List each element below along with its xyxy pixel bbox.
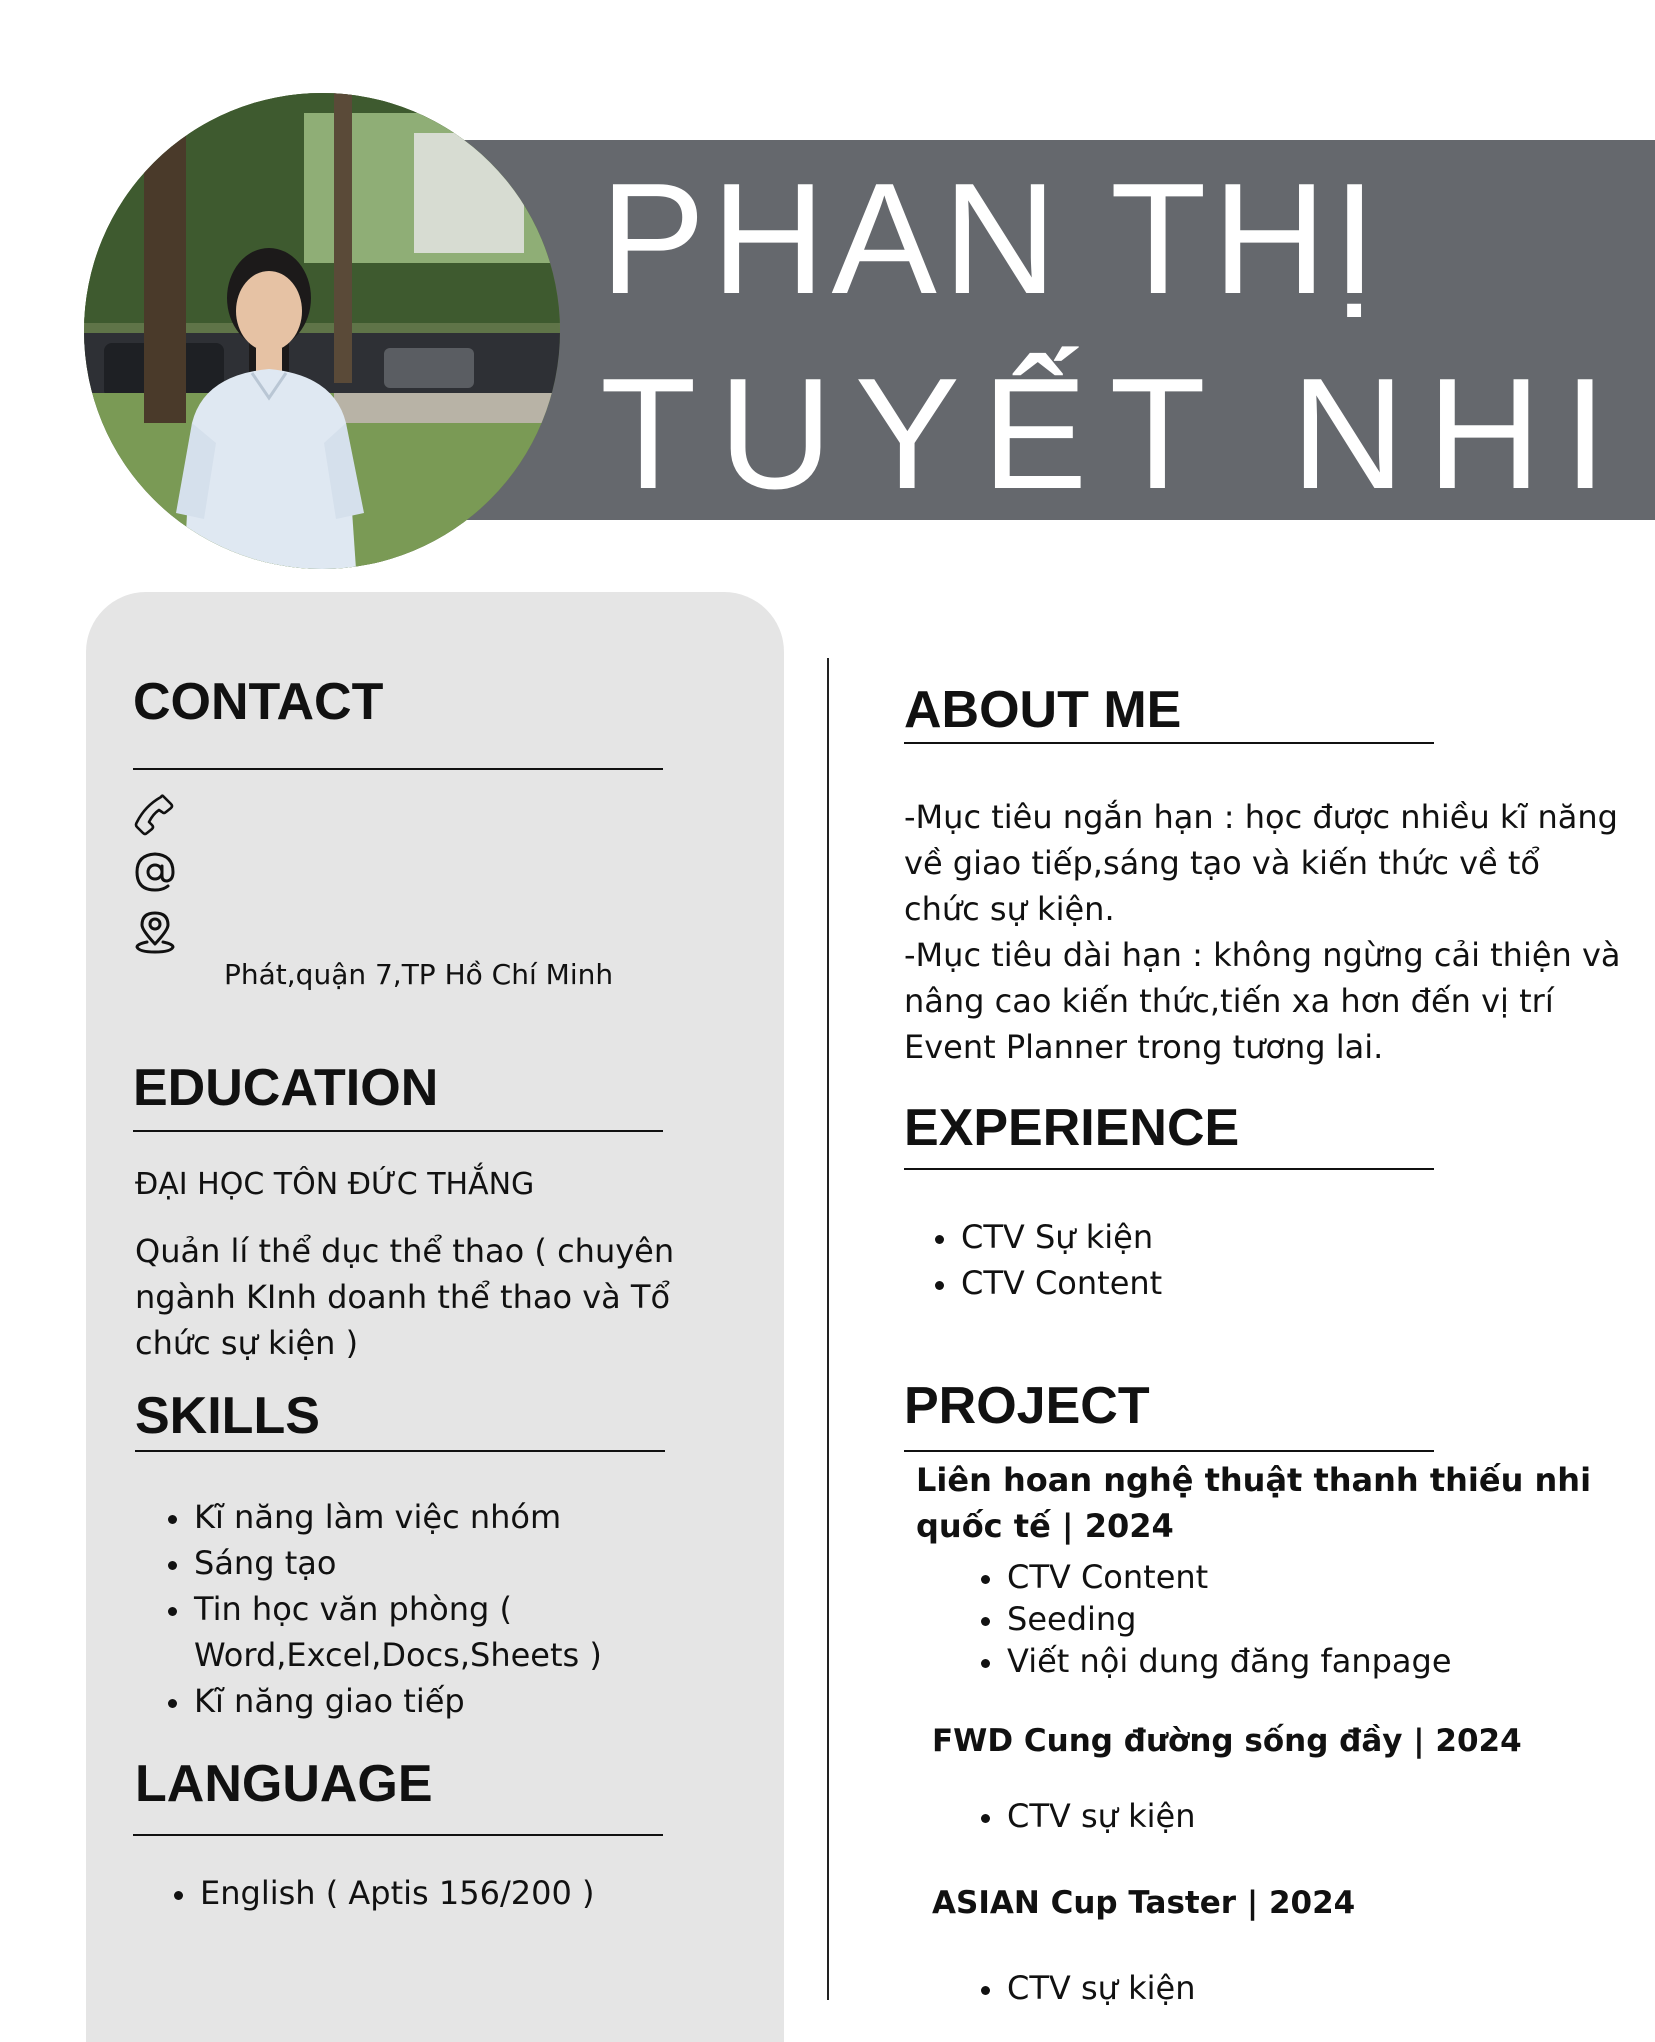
project-role-item: • CTV Content xyxy=(1005,1556,1625,1598)
contact-heading: CONTACT xyxy=(133,673,384,731)
skill-item: • Tin học văn phòng ( Word,Excel,Docs,Sheets ) xyxy=(192,1586,752,1678)
profile-photo-illustration xyxy=(84,93,560,569)
project-roles-list xyxy=(950,1793,1625,1839)
project-heading: PROJECT xyxy=(904,1377,1150,1435)
skill-item: • Sáng tạo xyxy=(192,1540,752,1586)
skill-item: • Kĩ năng giao tiếp xyxy=(192,1678,752,1724)
project-roles-list xyxy=(950,1556,1625,1682)
education-heading: EDUCATION xyxy=(133,1059,439,1117)
at-sign-icon xyxy=(133,850,177,894)
contact-rule xyxy=(133,768,663,770)
about-heading: ABOUT ME xyxy=(904,681,1182,739)
project-role-item: • Seeding xyxy=(1005,1598,1625,1640)
project-title: FWD Cung đường sống đầy | 2024 xyxy=(932,1723,1522,1759)
skills-list xyxy=(137,1494,752,1724)
about-short-term: -Mục tiêu ngắn hạn : học được nhiều kĩ năng về giao tiếp,sáng tạo và kiến thức về tổ chức sự kiện. xyxy=(904,798,1618,928)
education-rule xyxy=(133,1130,663,1132)
about-rule xyxy=(904,742,1434,744)
language-item: • English ( Aptis 156/200 ) xyxy=(198,1870,758,1916)
education-major: Quản lí thể dục thể thao ( chuyên ngành KInh doanh thể thao và Tổ chức sự kiện ) xyxy=(135,1232,675,1362)
project-role-item: • CTV sự kiện xyxy=(1005,1965,1625,2011)
experience-heading: EXPERIENCE xyxy=(904,1099,1240,1157)
skills-rule xyxy=(135,1450,665,1452)
project-title: ASIAN Cup Taster | 2024 xyxy=(932,1885,1356,1921)
column-divider xyxy=(827,658,829,2000)
contact-address-text: Phát,quận 7,TP Hồ Chí Minh xyxy=(224,958,614,991)
language-list xyxy=(143,1870,758,1916)
skill-item: • Kĩ năng làm việc nhóm xyxy=(192,1494,752,1540)
experience-list xyxy=(904,1214,1579,1306)
project-role-item: • Viết nội dung đăng fanpage xyxy=(1005,1640,1625,1682)
experience-rule xyxy=(904,1168,1434,1170)
full-name-line-1: PHAN THỊ xyxy=(600,151,1383,327)
full-name-line-2: TUYẾT NHI xyxy=(600,346,1630,522)
phone-icon xyxy=(133,792,177,836)
location-pin-icon xyxy=(133,910,177,954)
project-title: Liên hoan nghệ thuật thanh thiếu nhi quốc tế | 2024 xyxy=(916,1461,1592,1545)
project-role-item: • CTV sự kiện xyxy=(1005,1793,1625,1839)
project-rule xyxy=(904,1450,1434,1452)
language-heading: LANGUAGE xyxy=(135,1755,433,1813)
skills-heading: SKILLS xyxy=(135,1387,320,1445)
language-rule xyxy=(133,1834,663,1836)
profile-photo xyxy=(84,93,560,569)
experience-item: • CTV Sự kiện xyxy=(959,1214,1579,1260)
experience-item: • CTV Content xyxy=(959,1260,1579,1306)
about-long-term: -Mục tiêu dài hạn : không ngừng cải thiện và nâng cao kiến thức,tiến xa hơn đến vị trí Event Planner trong tương lai. xyxy=(904,936,1621,1066)
education-school: ĐẠI HỌC TÔN ĐỨC THẮNG xyxy=(135,1167,535,1202)
project-roles-list xyxy=(950,1965,1625,2011)
